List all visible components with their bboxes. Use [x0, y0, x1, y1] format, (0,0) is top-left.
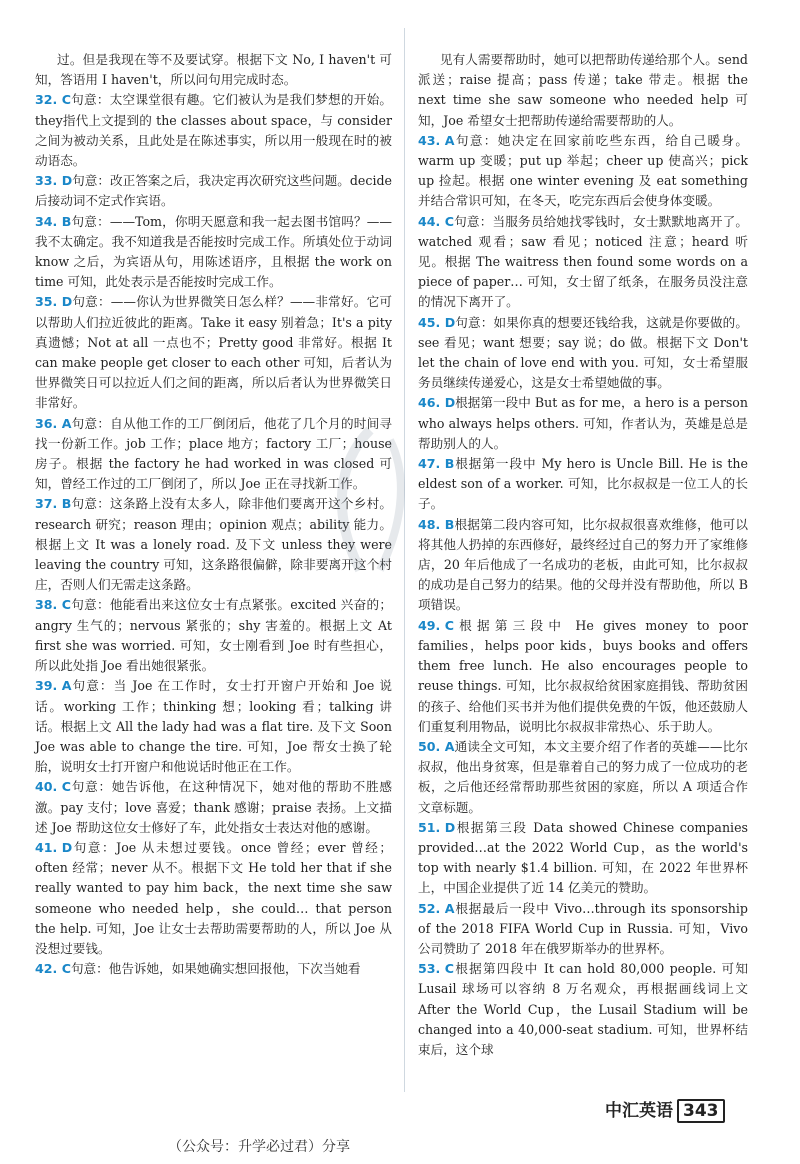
- question-number: 38. C: [35, 597, 71, 613]
- question-number: 50. A: [418, 738, 455, 754]
- page-number: 343: [677, 1099, 725, 1123]
- right-answer-item: [418, 818, 748, 899]
- left-answer-item: [35, 212, 392, 293]
- question-number: 52. A: [418, 900, 455, 916]
- right-continuation: 见有人需要帮助时，她可以把帮助传递给那个人。send 派送；raise 提高；pass 传递；take 带走。根据 the next time she saw someone who needed help 可知，Joe 希望女士把帮助传递给需要帮助的人。: [418, 52, 748, 128]
- question-number: 46. D: [418, 395, 456, 411]
- question-number: 40. C: [35, 779, 71, 795]
- question-number: 35. D: [35, 294, 73, 310]
- explanation-text: 根据第三段中 He gives money to poor families，helps poor kids，buys books and offers them free lunch. He also encourages people to reuse things. 可知，比尔叔叔给贫困家庭捐钱、帮助贫困的孩子、给他们买书并为他们提供免费的午饭，他还鼓励人们重复利用物品，说明比尔叔叔非常热心、乐于助人。: [418, 617, 748, 734]
- right-answer-item: [418, 899, 748, 960]
- question-number: 32. C: [35, 92, 71, 108]
- book-title: [605, 1096, 725, 1123]
- left-answer-item: [35, 777, 392, 838]
- left-answer-item: [35, 414, 392, 495]
- question-number: 47. B: [418, 456, 455, 472]
- left-answer-item: [35, 171, 392, 211]
- explanation-text: 根据最后一段中 Vivo…through its sponsorship of the 2018 FIFA World Cup in Russia. 可知，Vivo 公司赞助了 2018 年在俄罗斯举办的世界杯。: [418, 900, 748, 956]
- left-column: [35, 50, 392, 979]
- book-name: 中汇英语: [605, 1101, 673, 1121]
- question-number: 43. A: [418, 132, 455, 148]
- question-number: 45. D: [418, 314, 456, 330]
- explanation-text: 句意：——你认为世界微笑日怎么样？——非常好。它可以帮助人们拉近彼此的距离。Take it easy 别着急；It's a pity 真遗憾；Not at all 一点也不；Pretty good 非常好。根据 It can make people get closer to each other 可知，后者认为世界微笑日可以拉近人们之间的距离，所以后者认为世界微笑日非常好。: [35, 294, 392, 411]
- explanation-text: 根据第四段中 It can hold 80,000 people. 可知 Lusail 球场可以容纳 8 万名观众，再根据画线词上文 After the World Cup，the Lusail Stadium will be changed into a 40,000-seat stadium. 可知，世界杯结束后，这个球: [418, 961, 748, 1057]
- left-answer-item: [35, 959, 392, 979]
- explanation-text: 根据第三段 Data showed Chinese companies provided…at the 2022 World Cup，as the world's top with nearly $1.4 billion. 可知，在 2022 年世界杯上，中国企业提供了近 14 亿美元的赞助。: [418, 819, 748, 896]
- question-number: 53. C: [418, 961, 454, 977]
- right-answer-item: [418, 737, 748, 818]
- right-answer-item: [418, 212, 748, 313]
- question-number: 37. B: [35, 496, 72, 512]
- question-number: 34. B: [35, 213, 72, 229]
- question-number: 49. C: [418, 617, 454, 633]
- right-answer-item: [418, 959, 748, 1060]
- right-answer-item: [418, 393, 748, 454]
- explanation-text: 句意：她告诉他，在这种情况下，她对他的帮助不胜感激。pay 支付；love 喜爱；thank 感谢；praise 表扬。上文描述 Joe 帮助这位女士修好了车，此处指女士表达对他的感谢。: [35, 779, 392, 835]
- right-answer-item: [418, 313, 748, 394]
- question-number: 48. B: [418, 516, 455, 532]
- explanation-text: 句意：如果你真的想要还钱给我，这就是你要做的。see 看见；want 想要；say 说；do 做。根据下文 Don't let the chain of love end with you. 可知，女士希望服务员继续传递爱心，这是女士希望她做的事。: [418, 314, 748, 391]
- explanation-text: 句意：这条路上没有太多人，除非他们要离开这个乡村。research 研究；reason 理由；opinion 观点；ability 能力。根据上文 It was a lonely road. 及下文 unless they were leaving the country 可知，这条路很偏僻，除非要离开这个村庄，否则人们无需走这条路。: [35, 496, 392, 593]
- left-answer-item: [35, 90, 392, 171]
- explanation-text: 通读全文可知，本文主要介绍了作者的英雄——比尔叔叔，他出身贫寒，但是靠着自己的努力成了一位成功的老板，之后他还经常帮助那些贫困的家庭，所以 A 项适合作文章标题。: [418, 738, 748, 815]
- question-number: 42. C: [35, 961, 71, 977]
- explanation-text: 句意：他能看出来这位女士有点紧张。excited 兴奋的；angry 生气的；nervous 紧张的；shy 害羞的。根据上文 At first she was worried. 可知，女士刚看到 Joe 时有些担心，所以此处指 Joe 看出她很紧张。: [35, 597, 392, 674]
- question-number: 44. C: [418, 213, 454, 229]
- explanation-text: 句意：他告诉她，如果她确实想回报他，下次当她看: [70, 961, 361, 977]
- explanation-text: 句意：她决定在回家前吃些东西，给自己暖身。warm up 变暖；put up 举起；cheer up 使高兴；pick up 捡起。根据 one winter evening 及 eat something 并结合常识可知，在冬天，吃完东西后会使身体变暖。: [418, 132, 748, 209]
- column-divider: [404, 28, 405, 1092]
- explanation-text: 句意：——Tom，你明天愿意和我一起去图书馆吗？——我不太确定。我不知道我是否能按时完成工作。所填处位于动词 know 之后，为宾语从句，用陈述语序，且根据 the work on time 可知，此处表示是否能按时完成工作。: [35, 213, 392, 290]
- explanation-text: 根据第一段中 My hero is Uncle Bill. He is the eldest son of a worker. 可知，比尔叔叔是一位工人的长子。: [418, 456, 748, 512]
- share-note: （公众号：升学必过君）分享: [168, 1139, 350, 1155]
- explanation-text: 句意：太空课堂很有趣。它们被认为是我们梦想的开始。they指代上文提到的 the classes about space，与 consider 之间为被动关系，且此处是在陈述事实，所以用一般现在时的被动语态。: [35, 92, 392, 169]
- right-answer-item: [418, 454, 748, 515]
- right-answer-item: [418, 515, 748, 616]
- question-number: 36. A: [35, 415, 72, 431]
- right-column: [418, 50, 748, 1060]
- explanation-text: 句意：改正答案之后，我决定再次研究这些问题。decide 后接动词不定式作宾语。: [35, 173, 392, 209]
- question-number: 33. D: [35, 173, 73, 189]
- left-answer-item: [35, 595, 392, 676]
- right-answer-item: [418, 131, 748, 212]
- question-number: 51. D: [418, 819, 456, 835]
- left-answer-item: [35, 494, 392, 595]
- explanation-text: 句意：当服务员给她找零钱时，女士默默地离开了。watched 观看；saw 看见；noticed 注意；heard 听见。根据 The waitress then found some words on a piece of paper… 可知，女士留了纸条，在服务员没注意的情况下离开了。: [418, 213, 748, 310]
- explanation-text: 根据第二段内容可知，比尔叔叔很喜欢维修，他可以将其他人扔掉的东西修好，最终经过自己的努力开了家维修店，20 年后他成了一名成功的老板，由此可知，比尔叔叔的成功是自己努力的结果。他的父母并没有帮助他，所以 B 项错误。: [418, 516, 748, 613]
- left-continuation: 过。但是我现在等不及要试穿。根据下文 No, I haven't 可知，答语用 I haven't，所以问句用完成时态。: [35, 52, 392, 88]
- explanation-text: 句意：Joe 从未想过要钱。once 曾经；ever 曾经；often 经常；never 从不。根据下文 He told her that if she really wanted to pay him back，the next time she saw someone who needed help，she could… that person the help. 可知，Joe 让女士去帮助需要帮助的人，所以 Joe 从没想过要钱。: [35, 839, 392, 956]
- right-answer-item: [418, 616, 748, 737]
- explanation-text: 根据第一段中 But as for me，a hero is a person who always helps others. 可知，作者认为，英雄是总是帮助别人的人。: [418, 395, 748, 451]
- explanation-text: 句意：当 Joe 在工作时，女士打开窗户开始和 Joe 说话。working 工作；thinking 想；looking 看；talking 讲话。根据上文 All the lady had was a flat tire. 及下文 Soon Joe was able to change the tire. 可知，Joe 帮女士换了轮胎，说明女士打开窗户和他说话时他正在工作。: [35, 678, 392, 775]
- question-number: 41. D: [35, 839, 73, 855]
- left-answer-item: [35, 838, 392, 959]
- explanation-text: 句意：自从他工作的工厂倒闭后，他花了几个月的时间寻找一份新工作。job 工作；place 地方；factory 工厂；house 房子。根据 the factory he had worked in was closed 可知，曾经工作过的工厂倒闭了，所以 Joe 正在寻找新工作。: [35, 415, 392, 492]
- left-answer-item: [35, 676, 392, 777]
- left-answer-item: [35, 292, 392, 413]
- question-number: 39. A: [35, 678, 72, 694]
